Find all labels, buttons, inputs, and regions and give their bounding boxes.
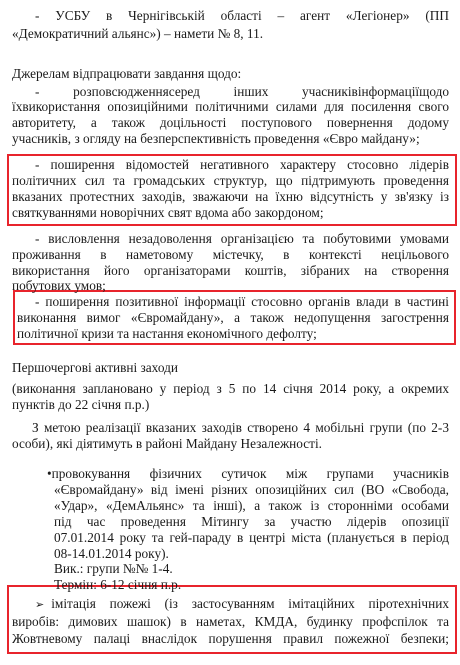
text-line: політичної кризи та настання економічного дефолту;: [17, 326, 317, 341]
text-line: особи), які діятимуть в районі Майдану Незалежності.: [12, 436, 322, 451]
section-heading: Першочергові активні заходи: [12, 360, 178, 375]
text-line: «Євромайдану» від імені різних опозиційних сил (ВО «Свобода,: [54, 482, 449, 497]
text-line: вказаних протестних заходів, зважаючи на їхню відсутність у зв'язку із: [12, 189, 449, 204]
text-line: З метою реалізації вказаних заходів створено 4 мобільні групи (по 2-3: [32, 420, 449, 435]
text-line: - розповсюдженнясеред інших учасниківінформаціїщодо: [35, 84, 449, 99]
text-line: - поширення позитивної інформації стосовно органів влади в частині: [35, 294, 449, 309]
text-line: 08-14.01.2014 року).: [54, 546, 169, 561]
arrow-item: [35, 596, 449, 612]
text-line: виконання вимог «Євромайдану», а також недопущення загострення: [17, 310, 449, 325]
text-line: побутових умов;: [12, 278, 106, 293]
text-line: проживання в наметовому містечку, в контексті нецільового: [12, 247, 449, 262]
text-line: Жовтневому палаці внаслідок порушення правил пожежної безпеки;: [12, 631, 449, 646]
assignee-line: Вик.: групи №№ 1-4.: [54, 561, 173, 576]
text-line: (виконання заплановано у період з 5 по 14 січня 2014 року, а окремих: [12, 381, 449, 396]
text-line: 07.01.2014 року та гей-параду в центрі міста (планується в період: [54, 530, 449, 545]
section-heading: Джерелам відпрацювати завдання щодо:: [12, 66, 242, 81]
text-line: - УСБУ в Чернігівській області – агент «Легіонер» (ПП: [35, 8, 449, 23]
text-line: авторитету, а також доцільності поступового повернення додому: [12, 115, 449, 130]
text-line: - висловлення незадоволення організацією та побутовими умовами: [35, 231, 449, 246]
text-line: святкуваннями новорічних свят вдома або закордоном;: [12, 205, 324, 220]
text-line: виробів: димових шашок) в наметах, КМДА, будинку профспілок та: [12, 614, 449, 629]
deadline-line: Термін: 6-12 січня п.р.: [54, 577, 182, 592]
arrow-right-icon: ➢: [35, 598, 45, 611]
text-line: - поширення відомостей негативного характеру стосовно лідерів: [35, 157, 449, 172]
text-line: •провокування фізичних сутичок між групами учасників: [47, 466, 449, 481]
text-line: політичних сил та громадських структур, що підтримують проведення: [12, 173, 449, 188]
text-line: використання його організаторами коштів, зібраних на створення: [12, 263, 449, 278]
text-line: пунктів до 22 січня п.р.): [12, 397, 150, 412]
text-line: «Демократичний альянс») – намети № 8, 11.: [12, 26, 264, 41]
text-line: учасників, з огляду на безперспективність проведення «Євро майдану»;: [12, 131, 420, 146]
text-line: імітація пожежі (із застосуванням імітаційних піротехнічних: [51, 596, 449, 611]
text-line: «Удар», «ДемАльянс» та інші), а також із сторонніми особами: [54, 498, 449, 513]
text-line: їхвикористання опозиційними політичними силами для посилення свого: [12, 99, 449, 114]
text-line: під час проведення Мітингу за участю лідерів опозиції: [54, 514, 449, 529]
